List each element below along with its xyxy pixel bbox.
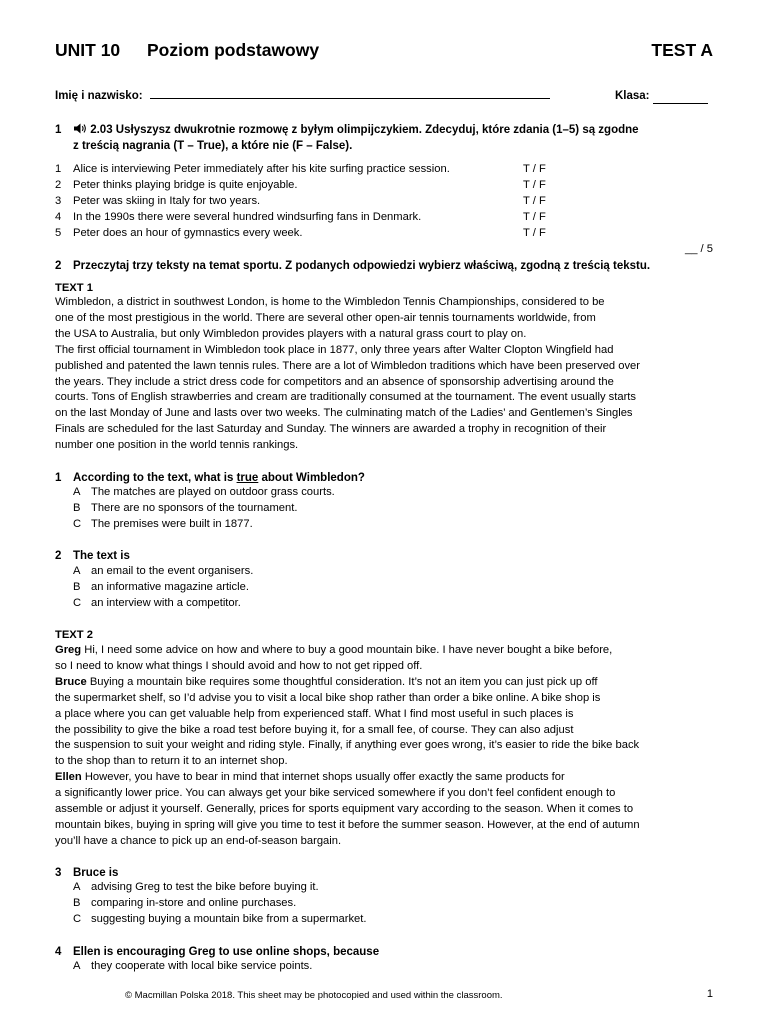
text1-title: TEXT 1 (55, 282, 93, 294)
option-letter: B (73, 581, 81, 593)
dialogue-text: mountain bikes, buying in spring will give you time to test it before the summer season. However, at the end of autumn (55, 818, 640, 831)
option-letter: C (73, 597, 82, 609)
option-letter: B (73, 502, 81, 514)
true-false-choice[interactable]: T / F (523, 179, 546, 191)
statement-text: Peter does an hour of gymnastics every week. (73, 227, 303, 239)
q2-instruction-text: Przeczytaj trzy teksty na temat sportu. Z podanych odpowiedzi wybierz właściwą, zgodną z treścią tekstu. (73, 260, 651, 272)
text2-line (55, 707, 573, 723)
text1-line: the years. They include a strict dress code for competitors and an absence of sponsorship advertising around the (55, 375, 614, 388)
text1-line: number one position in the world tennis rankings. (55, 439, 299, 452)
footer-copyright: © Macmillan Polska 2018. This sheet may be photocopied and used within the classroom. (125, 990, 503, 1001)
answer-option[interactable] (73, 581, 633, 597)
statement-text: In the 1990s there were several hundred windsurfing fans in Denmark. (73, 211, 422, 223)
option-text: they cooperate with local bike service points. (91, 960, 313, 972)
audio-speaker-icon[interactable] (73, 123, 87, 134)
true-false-choice[interactable]: T / F (523, 227, 546, 239)
dialogue-text: Hi, I need some advice on how and where to buy a good mountain bike. I have never bought a bike before, (81, 644, 613, 656)
text2-line (55, 786, 615, 802)
statement-number: 4 (55, 211, 62, 223)
text2-line (55, 643, 612, 659)
q1-instruction-line2: z treścią nagrania (T – True), a które nie (F – False). (73, 140, 353, 152)
q2-number: 2 (55, 260, 62, 272)
task3-question-text: Bruce is (73, 867, 119, 879)
task4-number: 4 (55, 946, 62, 958)
text2-line (55, 818, 640, 834)
option-text: comparing in-store and online purchases. (91, 897, 297, 909)
answer-option[interactable] (73, 881, 633, 897)
option-letter: B (73, 897, 81, 909)
text1-line: published and patented the lawn tennis rules. There are a lot of Wimbledon traditions which have been preserved over (55, 359, 641, 372)
dialogue-text: assemble or adjust it yourself. Generally, prices for sports equipment vary according to the season. When it comes to (55, 803, 634, 815)
text1-line: Wimbledon, a district in southwest London, is home to the Wimbledon Tennis Championships, considered to be (55, 296, 605, 308)
speaker-name: Ellen (55, 771, 82, 784)
option-text: suggesting buying a mountain bike from a supermarket. (91, 913, 367, 925)
text2-line (55, 738, 639, 754)
task1-question-end: about Wimbledon? (258, 472, 365, 484)
text2-line (55, 691, 600, 707)
option-text: an email to the event organisers. (91, 565, 254, 577)
text2-line (55, 675, 598, 691)
text1-line: one of the most prestigious in the world. There are several other open-air tennis tournaments worldwide, from (55, 311, 596, 324)
task2-question-text: The text is (73, 550, 130, 562)
answer-option[interactable] (73, 565, 633, 581)
statement-number: 1 (55, 163, 62, 175)
page-number: 1 (706, 988, 713, 1000)
dialogue-text: Buying a mountain bike requires some thoughtful consideration. It’s not an item you can just pick up off (86, 675, 598, 688)
answer-option[interactable] (73, 502, 633, 518)
test-label: TEST A (651, 40, 713, 60)
class-field[interactable] (653, 102, 708, 104)
dialogue-text: However, you have to bear in mind that internet shops usually offer exactly the same products for (81, 771, 565, 784)
task4-question-text: Ellen is encouraging Greg to use online shops, because (73, 946, 380, 958)
answer-option[interactable] (73, 913, 633, 929)
text2-line (55, 723, 573, 739)
dialogue-text: a significantly lower price. You can always get your bike serviced somewhere if you don’t feel confident enough to (55, 787, 616, 800)
statement-text: Alice is interviewing Peter immediately after his kite surfing practice session. (73, 163, 450, 175)
answer-option[interactable] (73, 518, 633, 534)
task1-question-emphasis: true (236, 472, 259, 484)
true-false-choice[interactable]: T / F (523, 211, 546, 223)
option-letter: A (73, 881, 81, 893)
text2-line (55, 802, 633, 818)
task1-question-start: According to the text, what is (73, 472, 237, 484)
text1-line: the USA to Australia, but only Wimbledon provides players with a natural grass court to play on. (55, 327, 527, 340)
q1-score: __ / 5 (685, 243, 713, 255)
statement-text: Peter was skiing in Italy for two years. (73, 195, 261, 207)
q1-number: 1 (55, 124, 62, 136)
text2-line (55, 770, 565, 786)
q1-track-number: 2.03 (90, 124, 113, 136)
option-text: an informative magazine article. (91, 581, 249, 593)
dialogue-text: a place where you can get valuable help from experienced staff. What I find most useful in such places is (55, 707, 574, 720)
statement-number: 5 (55, 227, 62, 239)
statement-number: 3 (55, 195, 62, 207)
option-text: The premises were built in 1877. (91, 518, 253, 530)
text1-line: on the last Monday of June and lasts over two weeks. The culminating match of the Ladies’ and Gentlemen’s Singles (55, 407, 633, 420)
level-label: Poziom podstawowy (147, 40, 320, 60)
text1-line: The first official tournament in Wimbledon took place in 1877, only three years after Walter Clopton Wingfield had (55, 343, 614, 356)
true-false-choice[interactable]: T / F (523, 163, 546, 175)
task1-number: 1 (55, 472, 62, 484)
class-label: Klasa: (615, 90, 650, 102)
option-letter: A (73, 565, 81, 577)
dialogue-text: the possibility to give the bike a road test before buying it, for a small fee, of course. They can also adjust (55, 723, 574, 736)
option-text: There are no sponsors of the tournament. (91, 502, 298, 514)
option-letter: A (73, 486, 81, 498)
text1-line: courts. Tons of English strawberries and cream are traditionally consumed at the tournament. The event usually starts (55, 391, 637, 404)
option-letter: C (73, 518, 82, 530)
text2-line (55, 659, 422, 675)
dialogue-text: so I need to know what things I should avoid and how to not get ripped off. (55, 659, 423, 672)
text2-line (55, 834, 341, 850)
dialogue-text: you’ll have a chance to pick up an end-of-season bargain. (55, 834, 342, 847)
worksheet-page (55, 0, 715, 1024)
speaker-name: Greg (55, 644, 82, 656)
task2-number: 2 (55, 550, 62, 562)
unit-label: UNIT 10 (55, 40, 121, 60)
dialogue-text: to the shop than to return it to an internet shop. (55, 755, 288, 768)
option-text: advising Greg to test the bike before buying it. (91, 881, 319, 893)
option-letter: A (73, 960, 81, 972)
speaker-name: Bruce (55, 675, 87, 688)
answer-option[interactable] (73, 486, 633, 502)
answer-option[interactable] (73, 960, 633, 976)
q1-instruction-line1: Usłyszysz dwukrotnie rozmowę z byłym olimpijczykiem. Zdecyduj, które zdania (1–5) są zgodne (115, 124, 639, 136)
true-false-choice[interactable]: T / F (523, 195, 546, 207)
answer-option[interactable] (73, 597, 633, 613)
statement-number: 2 (55, 179, 62, 191)
name-field[interactable] (150, 97, 550, 99)
dialogue-text: the supermarket shelf, so I’d advise you to visit a local bike shop rather than order a bike online. A bike shop is (55, 691, 601, 704)
page-header (55, 40, 713, 64)
text2-title: TEXT 2 (55, 629, 93, 641)
answer-option[interactable] (73, 897, 633, 913)
option-letter: C (73, 913, 82, 925)
text2-line (55, 754, 288, 770)
statement-text: Peter thinks playing bridge is quite enjoyable. (73, 179, 298, 191)
dialogue-text: the suspension to suit your weight and riding style. Finally, if anything ever goes wrong, it’s easier to ride the bike back (55, 739, 640, 752)
student-info-row (55, 90, 715, 102)
option-text: an interview with a competitor. (91, 597, 241, 609)
option-text: The matches are played on outdoor grass courts. (91, 486, 335, 498)
name-label: Imię i nazwisko: (55, 90, 143, 102)
task3-number: 3 (55, 867, 62, 879)
text1-line: Finals are scheduled for the last Saturday and Sunday. The winners are awarded a trophy in recognition of their (55, 423, 607, 436)
